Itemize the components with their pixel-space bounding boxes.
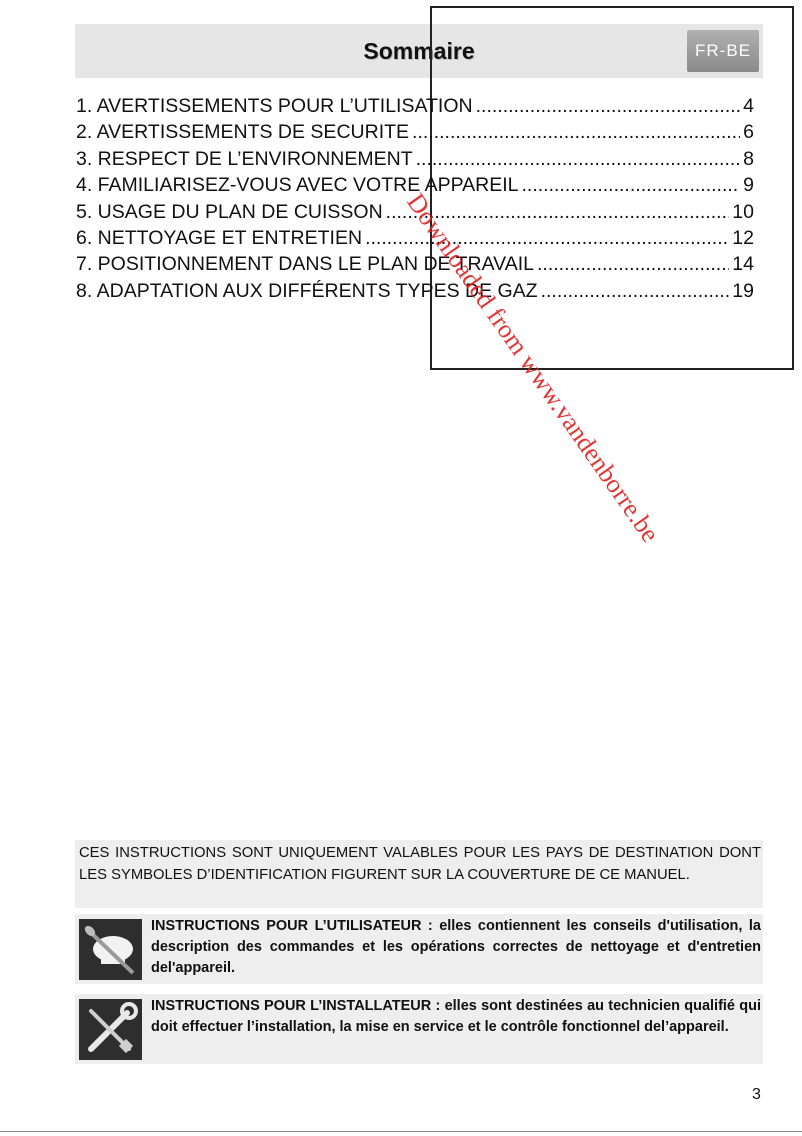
toc-entry-label: 8. ADAPTATION AUX DIFFÉRENTS TYPES DE GAZ bbox=[76, 279, 538, 302]
toc-entry-page: 9 bbox=[743, 174, 754, 197]
toc-leader bbox=[541, 280, 730, 303]
toc-leader bbox=[412, 121, 740, 144]
toc-entry-label: 1. AVERTISSEMENTS POUR L’UTILISATION bbox=[76, 95, 473, 117]
toc-entry-page: 8 bbox=[743, 147, 754, 170]
toc-entry-page: 10 bbox=[732, 200, 754, 223]
user-instructions-text: INSTRUCTIONS POUR L’UTILISATEUR : elles contiennent les conseils d'utilisation, la description des commandes et les opérations correctes de nettoyage et d'entretien del'appareil. bbox=[151, 918, 761, 976]
toc-entry-page: 19 bbox=[732, 279, 754, 302]
toc-entry bbox=[76, 253, 766, 279]
installer-instructions-text: INSTRUCTIONS POUR L’INSTALLATEUR : elles sont destinées au technicien qualifié qui doit effectuer l’installation, la mise en service et le contrôle fonctionnel del’appareil. bbox=[151, 998, 761, 1035]
toc-entry-page: 14 bbox=[732, 253, 754, 276]
toc-entry-label: 5. USAGE DU PLAN DE CUISSON bbox=[76, 200, 383, 223]
toc-entry-label: 7. POSITIONNEMENT DANS LE PLAN DE TRAVAIL bbox=[76, 253, 535, 276]
toc-entry-page: 12 bbox=[732, 226, 754, 249]
toc-entry-label: 6. NETTOYAGE ET ENTRETIEN bbox=[76, 226, 363, 249]
language-badge: FR-BE bbox=[687, 30, 759, 72]
toc-entry bbox=[76, 121, 766, 147]
toc-entry-label: 4. FAMILIARISEZ-VOUS AVEC VOTRE APPAREIL bbox=[76, 174, 519, 197]
user-instructions-box bbox=[75, 914, 763, 984]
wrench-screwdriver-icon bbox=[79, 999, 142, 1060]
page-number: 3 bbox=[752, 1086, 761, 1103]
toc-leader bbox=[416, 148, 741, 171]
toc-leader bbox=[537, 253, 729, 276]
toc-entry bbox=[76, 95, 766, 121]
toc-entry bbox=[76, 280, 766, 306]
toc-entry bbox=[76, 148, 766, 174]
toc-entry-page: 4 bbox=[743, 95, 754, 117]
chef-hat-spoon-icon bbox=[79, 919, 142, 980]
validity-notice: CES INSTRUCTIONS SONT UNIQUEMENT VALABLES POUR LES PAYS DE DESTINATION DONT LES SYMBOLES D’IDENTIFICATION FIGURENT SUR LA COUVERTURE DE CE MANUEL. bbox=[75, 840, 763, 908]
toc-entry-page: 6 bbox=[743, 121, 754, 144]
toc-entry-label: 3. RESPECT DE L’ENVIRONNEMENT bbox=[76, 147, 413, 170]
page-title: Sommaire bbox=[363, 38, 475, 64]
toc-leader bbox=[522, 174, 741, 197]
toc-leader bbox=[476, 95, 741, 118]
footer-divider bbox=[0, 1131, 802, 1132]
watermark-text: Downloaded from www.vandenborre.be bbox=[401, 188, 666, 548]
toc-entry-label: 2. AVERTISSEMENTS DE SECURITE bbox=[76, 121, 410, 144]
installer-instructions-box bbox=[75, 994, 763, 1064]
